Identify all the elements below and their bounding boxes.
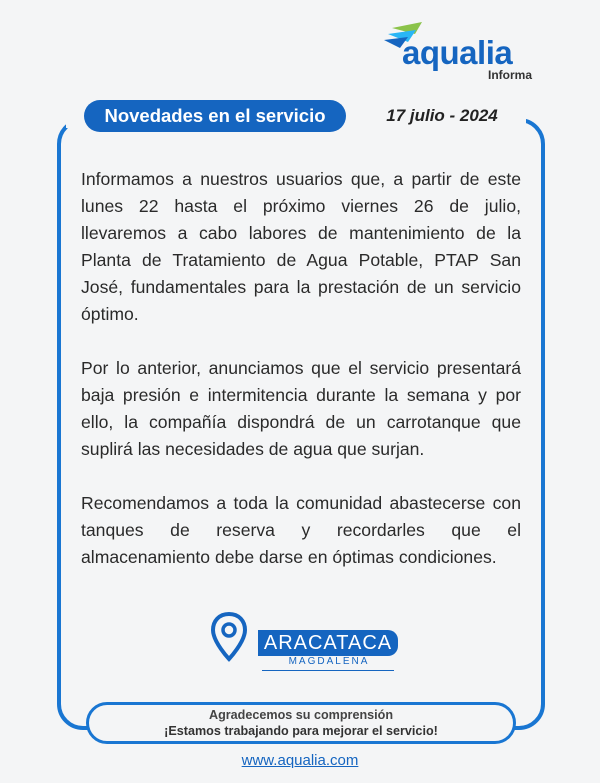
location-logo bbox=[208, 610, 398, 674]
map-pin-icon bbox=[210, 612, 248, 662]
location-underline bbox=[262, 670, 394, 671]
location-city: ARACATACA bbox=[258, 630, 398, 656]
brand-name: aqualia bbox=[402, 34, 513, 71]
brand-subtitle: Informa bbox=[487, 68, 532, 82]
notice-date: 17 julio - 2024 bbox=[368, 103, 516, 129]
paragraph: Informamos a nuestros usuarios que, a partir de este lunes 22 hasta el próximo viernes 26 de julio, llevaremos a cabo labores de mantenimiento de la Planta de Tratamiento de Agua Potable, PTAP San José, fundamentales para la prestación de un servicio óptimo. bbox=[81, 169, 521, 324]
footer-message bbox=[86, 702, 516, 744]
section-title: Novedades en el servicio bbox=[84, 100, 346, 132]
paragraph: Por lo anterior, anunciamos que el servicio presentará baja presión e intermitencia durante la semana y por ello, la compañía dispondrá de un carrotanque que suplirá las necesidades de agua que surjan. bbox=[81, 358, 521, 459]
paragraph: Recomendamos a toda la comunidad abastecerse con tanques de reserva y recordarles que el almacenamiento debe darse en óptimas condiciones. bbox=[81, 493, 521, 567]
footer-line-1: Agradecemos su comprensión bbox=[208, 708, 394, 722]
aqualia-logo bbox=[382, 20, 532, 82]
website-link[interactable]: www.aqualia.com bbox=[241, 752, 359, 769]
location-region: MAGDALENA bbox=[288, 656, 370, 667]
notice-body bbox=[81, 166, 521, 571]
footer-line-2: ¡Estamos trabajando para mejorar el servicio! bbox=[164, 724, 438, 738]
